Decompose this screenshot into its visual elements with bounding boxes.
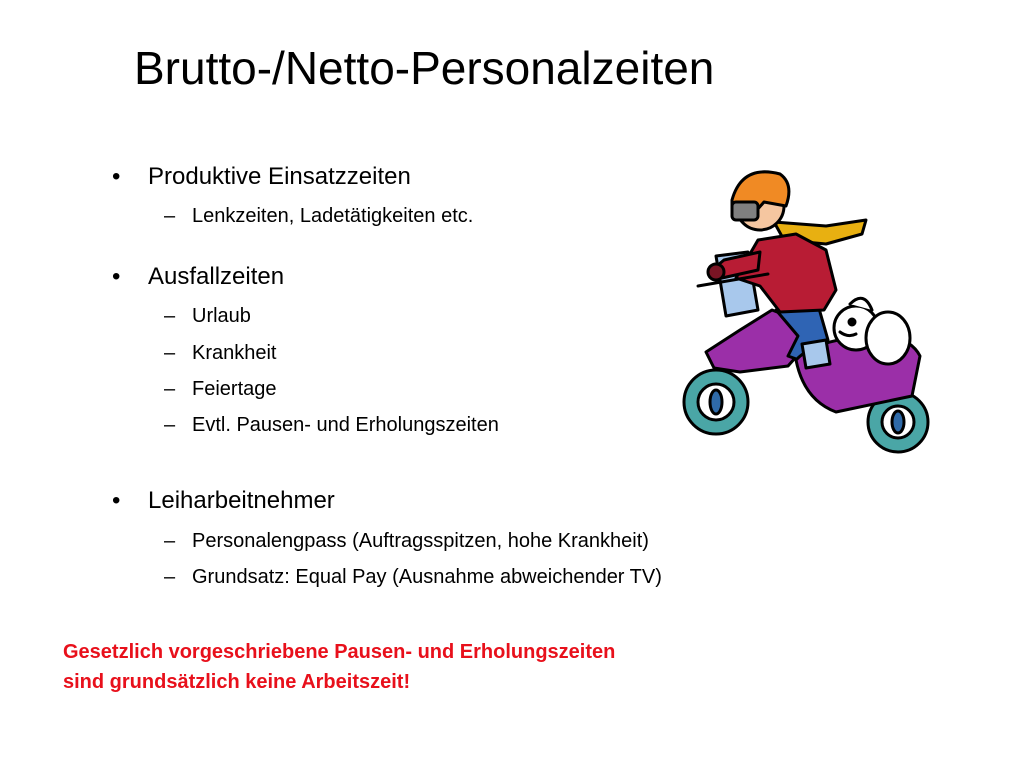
warning-note (63, 637, 615, 697)
bullet-ausfallzeiten (112, 262, 284, 292)
bullet-marker: • (112, 263, 121, 290)
warning-note-line-1: Gesetzlich vorgeschriebene Pausen- und Erholungszeiten (63, 641, 616, 663)
warning-note-line-2: sind grundsätzlich keine Arbeitszeit! (63, 671, 411, 693)
sub-item-grundsatz-equal-pay (164, 564, 662, 590)
sub-item-krankheit (164, 340, 277, 366)
sub-item-label: Grundsatz: Equal Pay (Ausnahme abweichender TV) (192, 566, 662, 588)
sub-item-feiertage (164, 376, 277, 402)
sub-item-lenkzeiten (164, 203, 473, 229)
sub-item-label: Urlaub (192, 305, 251, 327)
sub-item-label: Evtl. Pausen- und Erholungszeiten (192, 414, 499, 436)
bullet-marker: • (112, 487, 121, 514)
sub-item-label: Lenkzeiten, Ladetätigkeiten etc. (192, 205, 474, 227)
bullet-label: Ausfallzeiten (148, 263, 285, 290)
bullet-leiharbeitnehmer (112, 486, 335, 516)
sub-marker: – (164, 530, 176, 552)
sub-item-label: Feiertage (192, 378, 277, 400)
sub-marker: – (164, 342, 176, 364)
sub-item-pausen-erholungszeiten (164, 412, 499, 438)
sub-marker: – (164, 305, 176, 327)
sub-item-personalengpass (164, 528, 649, 554)
motorcycle-with-sidecar-clipart-icon (676, 160, 946, 470)
sub-item-urlaub (164, 303, 251, 329)
sub-marker: – (164, 414, 176, 436)
sub-marker: – (164, 378, 176, 400)
sub-marker: – (164, 205, 176, 227)
slide-title: Brutto-/Netto-Personalzeiten (134, 42, 715, 94)
bullet-produktive-einsatzzeiten (112, 162, 411, 192)
bullet-label: Produktive Einsatzzeiten (148, 163, 411, 190)
bullet-marker: • (112, 163, 121, 190)
sub-item-label: Personalengpass (Auftragsspitzen, hohe Krankheit) (192, 530, 649, 552)
sub-item-label: Krankheit (192, 342, 277, 364)
bullet-label: Leiharbeitnehmer (148, 487, 335, 514)
sub-marker: – (164, 566, 176, 588)
